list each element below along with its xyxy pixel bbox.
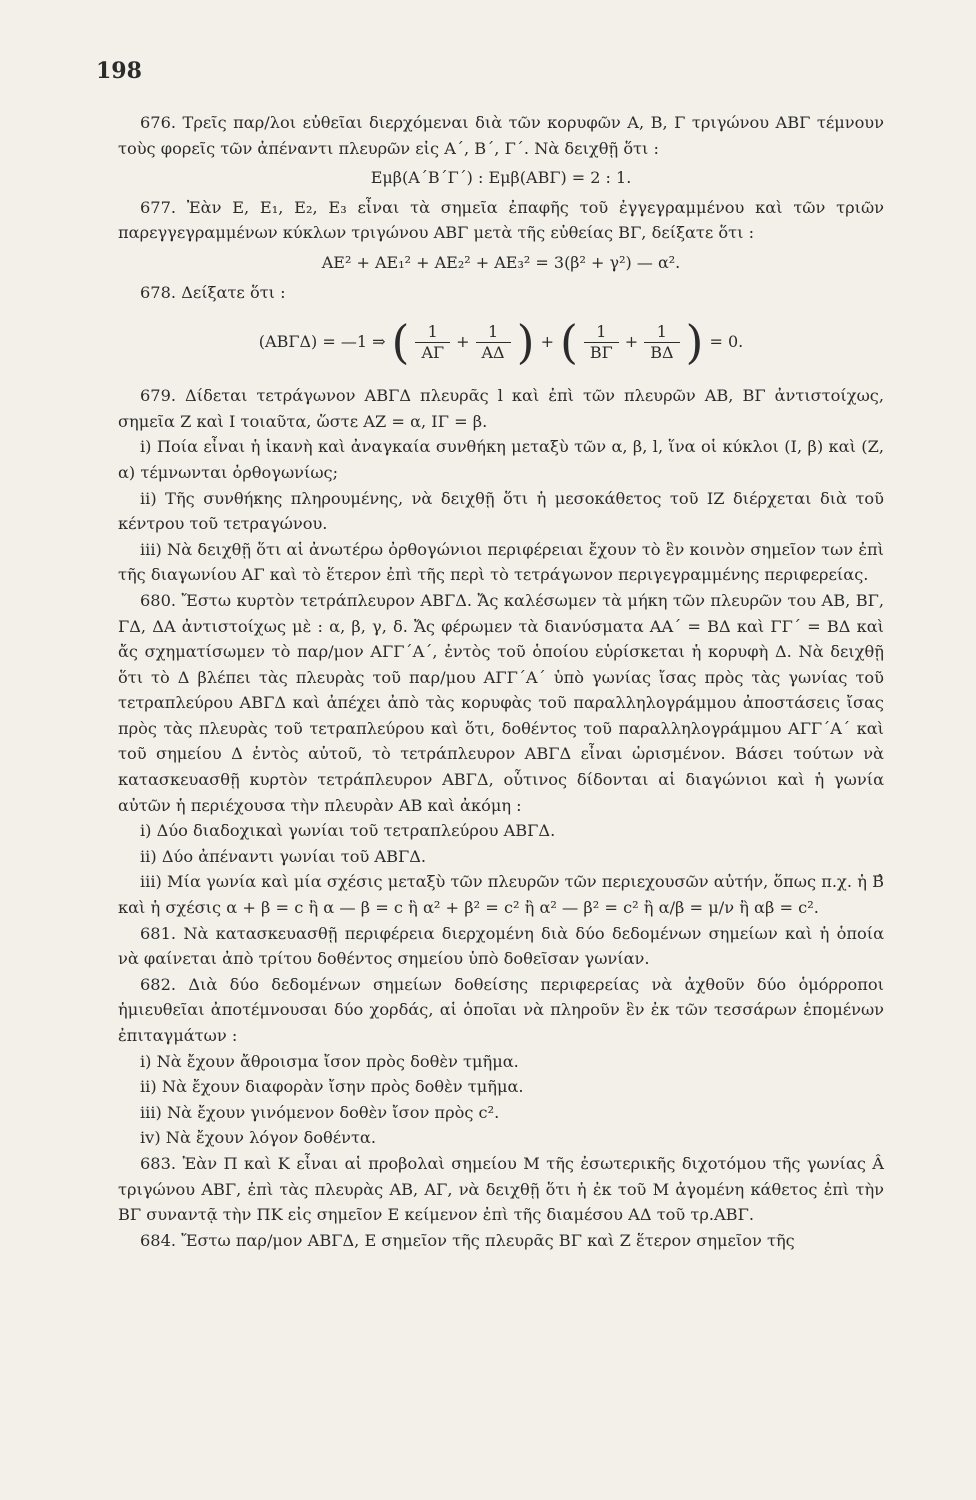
fraction-numerator: 1 <box>596 321 607 341</box>
problem-682: 682. Διὰ δύο δεδομένων σημείων δοθείσης περιφερείας νὰ ἀχθοῦν δύο ὁμόρροποι ἡμιευθεῖαι ἀποτέμνουσαι δύο χορδάς, αἱ ὁποῖαι νὰ πληροῦν ἓν ἐκ τῶν τεσσάρων ἑπομένων ἐπιταγμάτων : <box>118 974 884 1045</box>
problem-679-part-i: i) Ποία εἶναι ἡ ἱκανὴ καὶ ἀναγκαία συνθήκη μεταξὺ τῶν α, β, l, ἵνα οἱ κύκλοι (Ι, β) καὶ (Ζ, α) τέμνωνται ὀρθογωνίως; <box>118 437 884 482</box>
problem-682-part-i: i) Νὰ ἔχουν ἄθροισμα ἴσον πρὸς δοθὲν τμῆμα. <box>140 1051 519 1071</box>
plus-sign: + <box>540 332 554 352</box>
fraction-1-over-BG <box>584 322 619 363</box>
problem-680-part-ii: ii) Δύο ἀπέναντι γωνίαι τοῦ ΑΒΓΔ. <box>140 846 427 866</box>
plus-sign: + <box>624 332 639 352</box>
problem-682-part-iv: iv) Νὰ ἔχουν λόγον δοθέντα. <box>140 1128 376 1148</box>
fraction-numerator: 1 <box>487 321 499 341</box>
fraction-numerator: 1 <box>656 321 667 341</box>
problem-677: 677. Ἐὰν Ε, Ε₁, Ε₂, Ε₃ εἶναι τὰ σημεῖα ἐπαφῆς τοῦ ἐγγεγραμμένου καὶ τῶν τριῶν παρεγγεγραμμένων κύκλων τριγώνου ΑΒΓ μετὰ τῆς εὐθείας ΒΓ, δείξατε ὅτι : <box>118 197 884 243</box>
left-paren-1: ( <box>391 315 410 370</box>
problem-682-part-iii: iii) Νὰ ἔχουν γινόμενον δοθὲν ἴσον πρὸς c². <box>140 1102 500 1122</box>
problem-681: 681. Νὰ κατασκευασθῇ περιφέρεια διερχομένη διὰ δύο δεδομένων σημείων καὶ ἡ ὁποία νὰ φαίνεται ἀπὸ τρίτου δοθέντος σημείου ὑπὸ δοθεῖσαν γωνίαν. <box>118 923 884 969</box>
problem-680-part-iii: iii) Μία γωνία καὶ μία σχέσις μεταξὺ τῶν πλευρῶν τῶν περιεχουσῶν αὐτήν, ὅπως π.χ. ἡ Β̂ καὶ ἡ σχέσις α + β = c ἢ α — β = c ἢ α² + β² = c² ἢ α² — β² = c² ἢ α/β = μ/ν ἢ αβ = c². <box>118 872 884 918</box>
problem-679: 679. Δίδεται τετράγωνον ΑΒΓΔ πλευρᾶς l καὶ ἐπὶ τῶν πλευρῶν ΑΒ, ΒΓ ἀντιστοίχως, σημεῖα Ζ καὶ Ι τοιαῦτα, ὥστε ΑΖ = α, ΙΓ = β. <box>118 386 884 431</box>
equation-677: ΑΕ² + ΑΕ₁² + ΑΕ₂² + ΑΕ₃² = 3(β² + γ²) — α². <box>321 252 681 272</box>
fraction-denominator: ΒΔ <box>644 342 679 363</box>
problem-680-part-i: i) Δύο διαδοχικαὶ γωνίαι τοῦ τετραπλεύρου ΑΒΓΔ. <box>140 821 556 841</box>
problem-682-part-ii: ii) Νὰ ἔχουν διαφορὰν ἴσην πρὸς δοθὲν τμῆμα. <box>140 1077 524 1097</box>
problem-676: 676. Τρεῖς παρ/λοι εὐθεῖαι διερχόμεναι διὰ τῶν κορυφῶν Α, Β, Γ τριγώνου ΑΒΓ τέμνουν τοὺς φορεῖς τῶν ἀπέναντι πλευρῶν εἰς Α΄, Β΄, Γ΄. Νὰ δειχθῇ ὅτι : <box>118 113 884 158</box>
fraction-denominator: ΑΓ <box>415 342 450 363</box>
problem-678: 678. Δείξατε ὅτι : <box>140 282 286 302</box>
problem-680: 680. Ἔστω κυρτὸν τετράπλευρον ΑΒΓΔ. Ἄς καλέσωμεν τὰ μήκη τῶν πλευρῶν του ΑΒ, ΒΓ, ΓΔ, ΔΑ ἀντιστοίχως μὲ : α, β, γ, δ. Ἄς φέρωμεν τὰ διανύσματα ΑΑ΄ = ΒΔ καὶ ΓΓ΄ = ΒΔ καὶ ἄς σχηματίσωμεν τὸ παρ/μον ΑΓΓ΄Α΄, ἐντὸς τοῦ ὁποίου εὑρίσκεται ἡ κορυφὴ Δ. Νὰ δειχθῇ ὅτι τὸ Δ βλέπει τὰς πλευρὰς τοῦ παρ/μου ΑΓΓ΄Α΄ ὑπὸ γωνίας ἴσας πρὸς τὰς γωνίας τοῦ τετραπλεύρου ΑΒΓΔ καὶ ἀπέχει ἀπὸ τὰς κορυφὰς τοῦ παραλληλογράμμου ἀποστάσεις ἴσας πρὸς τὰς πλευρὰς τοῦ τετραπλεύρου καὶ ὅτι, δοθέντος τοῦ παραλληλογράμμου ΑΓΓ΄Α΄ καὶ τοῦ σημείου Δ ἐντὸς αὐτοῦ, τὸ τετράπλευρον ΑΒΓΔ εἶναι ὡρισμένον. Βάσει τούτων νὰ κατασκευασθῇ κυρτὸν τετράπλευρον ΑΒΓΔ, οὗτινος δίδονται αἱ διαγώνιοι καὶ ἡ γωνία αὐτῶν ἡ περιέχουσα τὴν πλευρὰν ΑΒ καὶ ἀκόμη : <box>118 590 884 815</box>
right-paren-1: ) <box>516 315 535 370</box>
left-paren-2: ( <box>559 315 578 370</box>
equation-676: Εμβ(Α΄Β΄Γ΄) : Εμβ(ΑΒΓ) = 2 : 1. <box>370 168 632 188</box>
right-paren-2: ) <box>685 315 704 370</box>
fraction-numerator: 1 <box>427 321 438 341</box>
page-number: 198 <box>96 58 142 84</box>
equation-678-rhs: = 0. <box>709 332 744 352</box>
plus-sign: + <box>456 332 470 352</box>
equation-678 <box>118 311 884 373</box>
fraction-denominator: ΑΔ <box>476 342 511 363</box>
page-body <box>118 110 884 1253</box>
problem-679-part-ii: ii) Τῆς συνθήκης πληρουμένης, νὰ δειχθῇ ὅτι ἡ μεσοκάθετος τοῦ ΙΖ διέρχεται διὰ τοῦ κέντρου τοῦ τετραγώνου. <box>118 488 884 534</box>
fraction-1-over-AD <box>476 322 511 363</box>
fraction-denominator: ΒΓ <box>584 342 619 363</box>
problem-683: 683. Ἐὰν Π καὶ Κ εἶναι αἱ προβολαὶ σημείου Μ τῆς ἐσωτερικῆς διχοτόμου τῆς γωνίας Â τριγώνου ΑΒΓ, ἐπὶ τὰς πλευρὰς ΑΒ, ΑΓ, νὰ δειχθῇ ὅτι ἡ ἐκ τοῦ Μ ἀγομένη κάθετος ἐπὶ τὴν ΒΓ συναντᾷ τὴν ΠΚ εἰς σημεῖον Ε κείμενον ἐπὶ τῆς διαμέσου ΑΔ τοῦ τρ.ΑΒΓ. <box>118 1153 884 1225</box>
problem-684: 684. Ἔστω παρ/μον ΑΒΓΔ, Ε σημεῖον τῆς πλευρᾶς ΒΓ καὶ Ζ ἕτερον σημεῖον τῆς <box>140 1230 795 1250</box>
equation-678-lhs: (ΑΒΓΔ) = —1 ⇒ <box>258 332 386 352</box>
fraction-1-over-AG <box>415 322 450 363</box>
fraction-1-over-BD <box>644 322 679 363</box>
problem-679-part-iii: iii) Νὰ δειχθῇ ὅτι αἱ ἀνωτέρω ὀρθογώνιοι περιφέρειαι ἔχουν τὸ ἓν κοινὸν σημεῖον των ἐπὶ τῆς διαγωνίου ΑΓ καὶ τὸ ἕτερον ἐπὶ τῆς περὶ τὸ τετράγωνον περιγεγραμμένης περιφερείας. <box>118 539 884 585</box>
